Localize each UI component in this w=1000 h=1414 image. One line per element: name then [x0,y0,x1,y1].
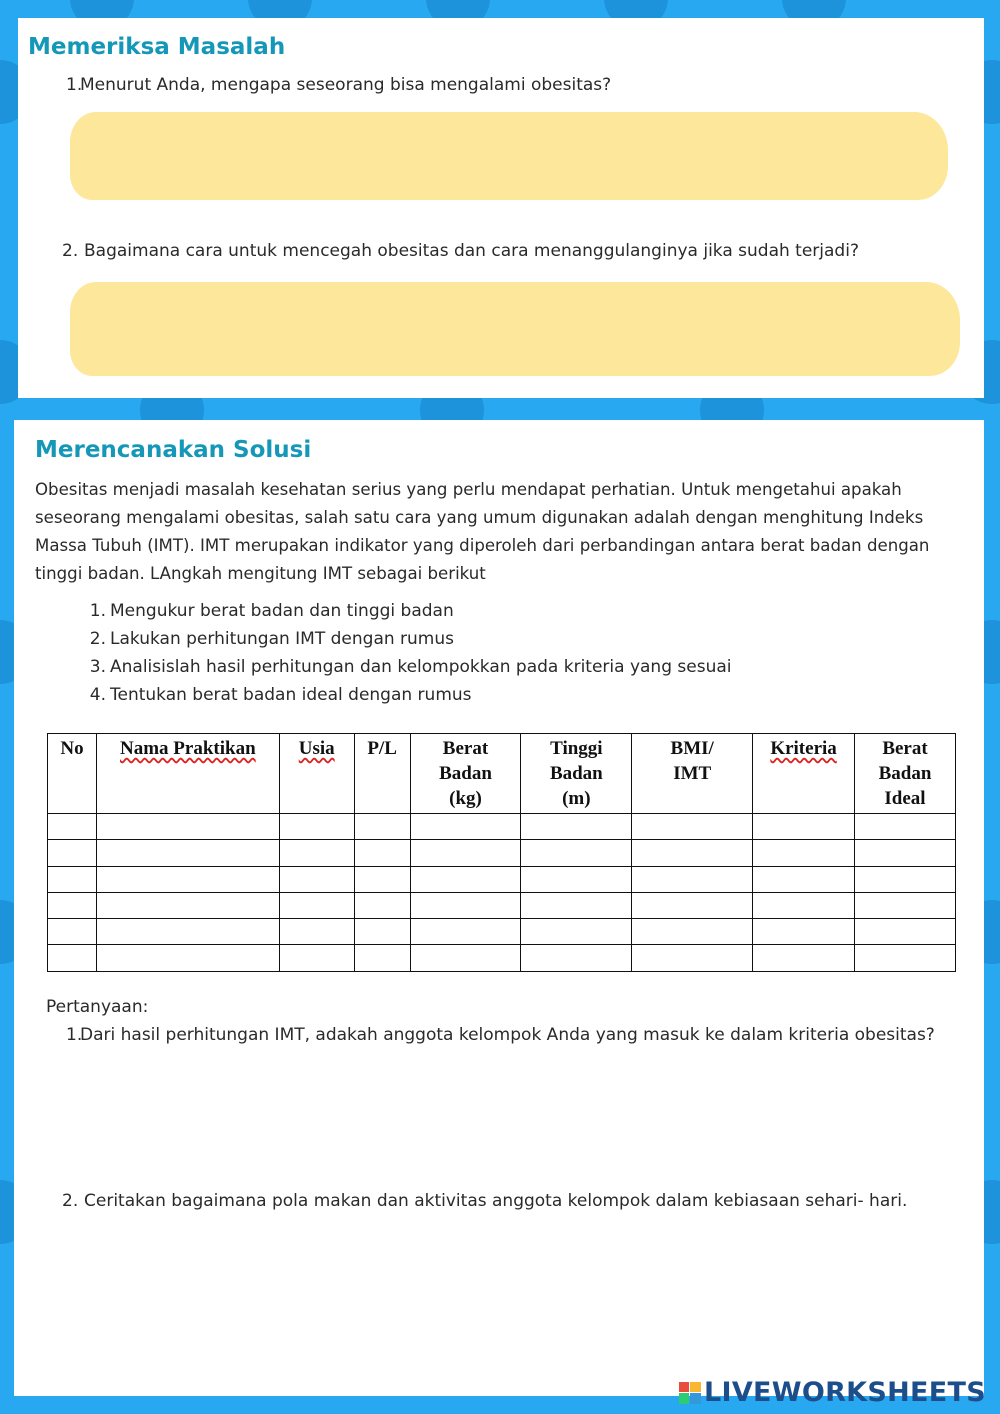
table-row [48,814,956,840]
header-nama-praktikan: Nama Praktikan [96,734,279,814]
header-no: No [48,734,97,814]
question-2-number: 2. [62,241,79,261]
section1-title: Memeriksa Masalah [28,34,286,60]
question-2 [62,241,859,261]
table-row [48,840,956,866]
section2-title: Merencanakan Solusi [35,437,312,463]
question-3 [66,1025,935,1045]
liveworksheets-logo-icon [679,1382,701,1404]
header-bmi-imt: BMI/ IMT [632,734,753,814]
liveworksheets-logo-text: LIVEWORKSHEETS [703,1377,986,1408]
question-2-text: Bagaimana cara untuk mencegah obesitas dan cara menanggulanginya jika sudah terjadi? [84,241,859,261]
imt-table [47,733,956,972]
table-row [48,945,956,971]
step-item: 1. Mengukur berat badan dan tinggi badan [89,601,454,621]
table-header-row [48,734,956,814]
table-row [48,866,956,892]
header-berat-badan: Berat Badan (kg) [410,734,521,814]
question-3-number: 1. [66,1025,83,1045]
table-row [48,892,956,918]
header-pl: P/L [354,734,410,814]
header-kriteria: Kriteria [753,734,855,814]
question-4-text: Ceritakan bagaimana pola makan dan aktivitas anggota kelompok dalam kebiasaan sehari- hari. [84,1191,908,1211]
header-tinggi-badan: Tinggi Badan (m) [521,734,632,814]
step-item: 2. Lakukan perhitungan IMT dengan rumus [89,629,455,649]
table-row [48,919,956,945]
questions-title: Pertanyaan: [46,997,149,1017]
question-1-text: Menurut Anda, mengapa seseorang bisa mengalami obesitas? [80,75,612,95]
intro-paragraph: Obesitas menjadi masalah kesehatan serius yang perlu mendapat perhatian. Untuk mengetahui apakah seseorang mengalami obesitas, salah satu cara yang umum digunakan adalah dengan menghitung Indeks Massa Tubuh (IMT). IMT merupakan indikator yang diperoleh dari perbandingan antara berat badan dengan tinggi badan. LAngkah mengitung IMT sebagai berikut [35,480,930,583]
question-1 [66,75,611,95]
question-1-number: 1. [66,75,83,95]
liveworksheets-logo [679,1377,986,1408]
imt-steps-list [84,597,731,709]
section-examine-problem [18,18,984,398]
header-berat-badan-ideal: Berat Badan Ideal [855,734,956,814]
question-4-number: 2. [62,1191,79,1211]
answer-2-input[interactable] [70,282,960,376]
step-item: 3. Analisislah hasil perhitungan dan kelompokkan pada kriteria yang sesuai [89,657,732,677]
step-item: 4. Tentukan berat badan ideal dengan rumus [89,685,472,705]
question-3-text: Dari hasil perhitungan IMT, adakah anggota kelompok Anda yang masuk ke dalam kriteria obesitas? [80,1025,935,1045]
table-body [48,814,956,972]
answer-1-input[interactable] [70,112,948,200]
header-usia: Usia [279,734,354,814]
section-plan-solution [14,420,984,1396]
question-4 [62,1191,907,1211]
